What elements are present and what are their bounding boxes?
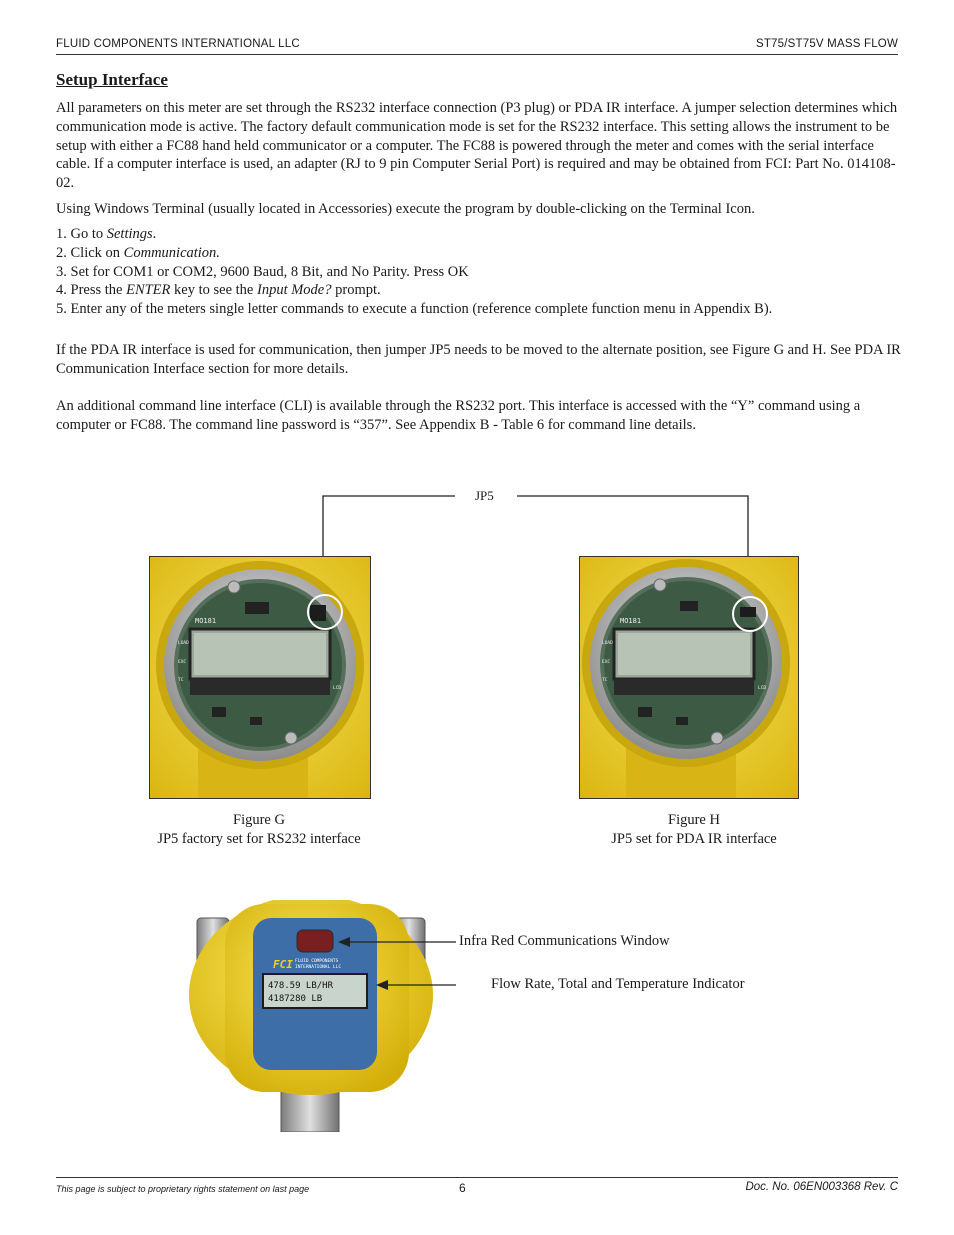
- board-label-h: MO181: [620, 617, 642, 625]
- svg-text:EXC: EXC: [178, 660, 187, 665]
- display-callout: Flow Rate, Total and Temperature Indicator: [491, 976, 745, 992]
- svg-text:FCI: FCI: [273, 958, 293, 971]
- page-number: 6: [459, 1181, 466, 1195]
- svg-text:LOAD: LOAD: [178, 641, 189, 646]
- figure-h-description: JP5 set for PDA IR interface: [611, 831, 777, 847]
- paragraph-setup: All parameters on this meter are set through the RS232 interface connection (P3 plug) or PDA IR interface. A jumper selection determines which communication mode is active. The factory default communication mode is set for the RS232 interface. This setting allows the instrument to be setup with either a FC88 hand held communicator or a computer. The FC88 is powered through the meter and comes with the serial interface cable. If a computer interface is used, an adapter (RJ to 9 pin Computer Serial Port) is required and may be obtained from FCI: Part No. 014108-02.: [56, 100, 898, 192]
- svg-text:TC: TC: [178, 678, 184, 683]
- figure-h-title: Figure H: [668, 812, 720, 828]
- paragraph-terminal: Using Windows Terminal (usually located in Accessories) execute the program by double-clicking on the Terminal Icon.: [56, 201, 755, 217]
- figure-g-title: Figure G: [233, 812, 285, 828]
- footer-notice: This page is subject to proprietary rights statement on last page: [56, 1184, 310, 1194]
- board-label-g: MO181: [195, 617, 217, 625]
- ir-window-callout: Infra Red Communications Window: [459, 933, 670, 949]
- display-line-2: 4187280 LB: [268, 994, 323, 1004]
- jp5-label: JP5: [475, 488, 494, 503]
- svg-text:LOAD: LOAD: [602, 641, 613, 646]
- meter-callout-arrows: [330, 925, 460, 995]
- svg-text:EXC: EXC: [602, 660, 611, 665]
- svg-text:TC: TC: [602, 678, 608, 683]
- step-4: 4. Press the ENTER key to see the Input Mode? prompt.: [56, 282, 381, 299]
- header-company: FLUID COMPONENTS INTERNATIONAL LLC: [56, 38, 300, 50]
- ir-window: [297, 930, 333, 952]
- figure-h-photo: [579, 556, 799, 799]
- header-product: ST75/ST75V MASS FLOW: [755, 38, 898, 50]
- step-5: 5. Enter any of the meters single letter commands to execute a function (reference complete function menu in Appendix B).: [56, 301, 773, 318]
- paragraph-cli: An additional command line interface (CLI) is available through the RS232 port. This interface is accessed with the “Y” command using a computer or FC88. The command line password is “357”. See Appendix B - Table 6 for command line details.: [56, 398, 861, 433]
- step-1: 1. Go to Settings.: [56, 226, 157, 242]
- doc-number: Doc. No. 06EN003368 Rev. C: [745, 1181, 898, 1193]
- display-line-1: 478.59 LB/HR: [268, 981, 334, 991]
- svg-text:FLUID COMPONENTS: FLUID COMPONENTS: [295, 959, 339, 964]
- header-rule: [56, 54, 898, 55]
- step-2: 2. Click on Communication.: [56, 244, 220, 261]
- svg-text:INTERNATIONAL LLC: INTERNATIONAL LLC: [295, 965, 342, 970]
- paragraph-pda: If the PDA IR interface is used for communication, then jumper JP5 needs to be moved to the alternate position, see Figure G and H. See PDA IR Communication Interface section for more details.: [56, 342, 901, 377]
- figure-h-caption: [574, 811, 814, 849]
- step-3: 3. Set for COM1 or COM2, 9600 Baud, 8 Bit, and No Parity. Press OK: [56, 263, 469, 280]
- svg-text:LCD: LCD: [333, 686, 342, 691]
- svg-text:LCD: LCD: [758, 686, 767, 691]
- section-title: Setup Interface: [56, 70, 168, 89]
- figure-g-photo: [149, 556, 371, 799]
- footer-rule: [56, 1177, 898, 1178]
- steps-list: [56, 225, 901, 319]
- figure-g-description: JP5 factory set for RS232 interface: [157, 831, 361, 847]
- figure-g-caption: [149, 811, 369, 849]
- jp5-callout-lines: [0, 480, 954, 640]
